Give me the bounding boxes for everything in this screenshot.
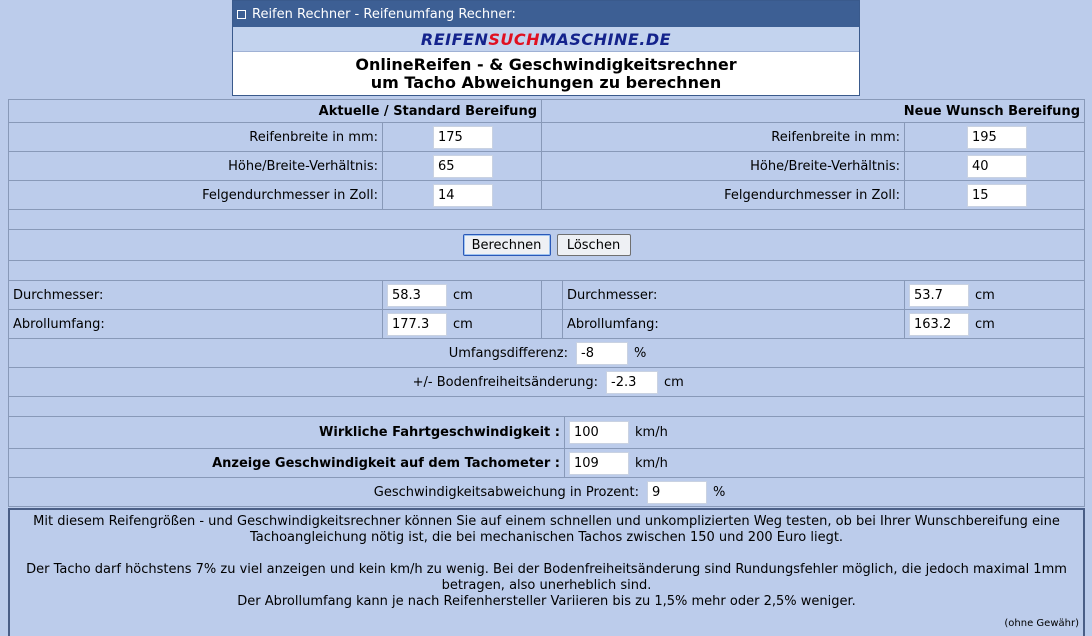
circ-diff-unit: % <box>634 345 647 361</box>
current-width-input[interactable] <box>433 126 493 149</box>
spacer-row <box>8 396 1085 417</box>
current-rim-label: Felgendurchmesser in Zoll: <box>9 181 383 209</box>
clearance-output[interactable] <box>606 371 658 394</box>
new-width-label: Reifenbreite in mm: <box>542 123 905 151</box>
new-circ-label: Abrollumfang: <box>563 310 905 338</box>
new-circ-output[interactable] <box>909 313 969 336</box>
info-box <box>8 508 1085 636</box>
real-speed-unit: km/h <box>635 425 668 440</box>
new-diameter-label: Durchmesser: <box>563 281 905 309</box>
clearance-unit: cm <box>664 374 684 390</box>
info-line: Der Abrollumfang kann je nach Reifenhersteller Variieren bis zu 1,5% mehr oder 2,5% weniger. <box>237 594 856 609</box>
circ-diff-output[interactable] <box>576 342 628 365</box>
width-row <box>8 122 1085 152</box>
circ-diff-label: Umfangsdifferenz: <box>448 345 568 361</box>
tacho-speed-row <box>8 448 1085 478</box>
deviation-output[interactable] <box>647 481 707 504</box>
calculator-window <box>232 0 860 96</box>
circumference-row <box>8 309 1085 339</box>
circ-diff-row <box>8 338 1085 368</box>
window-titlebar <box>233 1 859 27</box>
clearance-label: +/- Bodenfreiheitsänderung: <box>412 374 598 390</box>
current-circ-unit: cm <box>453 316 473 332</box>
real-speed-input[interactable] <box>569 421 629 444</box>
deviation-unit: % <box>713 484 726 500</box>
new-rim-input[interactable] <box>967 184 1027 207</box>
info-line: betragen, also unerheblich sind. <box>441 578 652 593</box>
tacho-speed-label: Anzeige Geschwindigkeit auf dem Tachometer : <box>9 449 565 477</box>
disclaimer: (ohne Gewähr) <box>1004 618 1079 629</box>
logo-band <box>233 27 859 52</box>
page-heading: OnlineReifen - & Geschwindigkeitsrechner um Tacho Abweichungen zu berechnen <box>355 55 737 92</box>
real-speed-label: Wirkliche Fahrtgeschwindigkeit : <box>9 417 565 448</box>
new-tires-header: Neue Wunsch Bereifung <box>903 103 1080 119</box>
current-circ-output[interactable] <box>387 313 447 336</box>
new-ratio-input[interactable] <box>967 155 1027 178</box>
tacho-speed-output[interactable] <box>569 452 629 475</box>
current-tires-header: Aktuelle / Standard Bereifung <box>9 100 542 122</box>
new-diameter-output[interactable] <box>909 284 969 307</box>
new-diameter-unit: cm <box>975 287 995 303</box>
site-logo[interactable]: REIFENSUCHMASCHINE.DE <box>420 29 672 49</box>
deviation-label: Geschwindigkeitsabweichung in Prozent: <box>373 484 639 500</box>
current-ratio-input[interactable] <box>433 155 493 178</box>
spacer-row <box>8 209 1085 230</box>
info-line: Mit diesem Reifengrößen - und Geschwindigkeitsrechner können Sie auf einem schnellen und unkomplizierten Weg testen, ob bei Ihrer Wunschbereifung eine <box>33 514 1060 529</box>
current-diameter-label: Durchmesser: <box>9 281 383 309</box>
window-square-icon <box>237 10 246 19</box>
real-speed-row <box>8 416 1085 449</box>
calculate-button[interactable]: Berechnen <box>463 234 551 256</box>
info-line: Der Tacho darf höchstens 7% zu viel anzeigen und kein km/h zu wenig. Bei der Bodenfreiheitsänderung sind Rundungsfehler möglich, die jedoch maximal 1mm <box>26 562 1067 577</box>
current-ratio-label: Höhe/Breite-Verhältnis: <box>9 152 383 180</box>
rim-row <box>8 180 1085 210</box>
current-diameter-unit: cm <box>453 287 473 303</box>
new-circ-unit: cm <box>975 316 995 332</box>
new-ratio-label: Höhe/Breite-Verhältnis: <box>542 152 905 180</box>
button-row <box>8 229 1085 261</box>
deviation-row <box>8 477 1085 507</box>
current-circ-label: Abrollumfang: <box>9 310 383 338</box>
spacer-row <box>8 260 1085 281</box>
ratio-row <box>8 151 1085 181</box>
new-rim-label: Felgendurchmesser in Zoll: <box>542 181 905 209</box>
diameter-row <box>8 280 1085 310</box>
window-title: Reifen Rechner - Reifenumfang Rechner: <box>252 6 516 22</box>
new-width-input[interactable] <box>967 126 1027 149</box>
info-line: Tachoangleichung nötig ist, die bei mechanischen Tachos zwischen 150 und 200 Euro liegt. <box>249 530 844 545</box>
clear-button[interactable]: Löschen <box>557 234 631 256</box>
section-header-row <box>8 99 1085 123</box>
current-width-label: Reifenbreite in mm: <box>9 123 383 151</box>
tacho-speed-unit: km/h <box>635 455 668 471</box>
clearance-row <box>8 367 1085 397</box>
current-rim-input[interactable] <box>433 184 493 207</box>
current-diameter-output[interactable] <box>387 284 447 307</box>
